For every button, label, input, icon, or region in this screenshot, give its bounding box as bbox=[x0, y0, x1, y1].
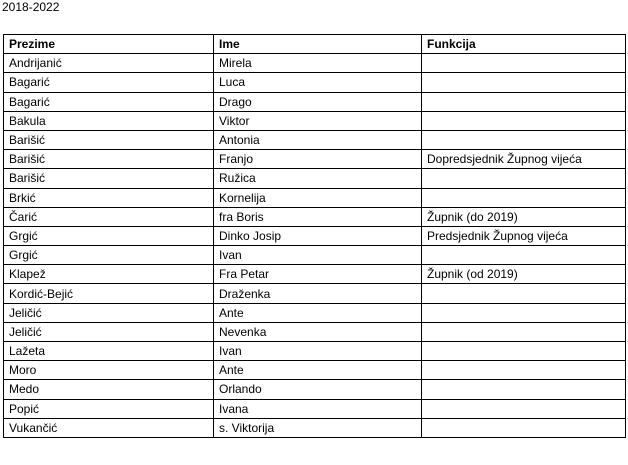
cell-function bbox=[422, 111, 626, 130]
cell-surname: Andrijanić bbox=[4, 54, 214, 73]
table-row bbox=[4, 150, 626, 169]
table-row bbox=[4, 399, 626, 418]
cell-name: Drago bbox=[214, 92, 422, 111]
cell-name: Mirela bbox=[214, 54, 422, 73]
cell-name: Viktor bbox=[214, 111, 422, 130]
cell-function bbox=[422, 54, 626, 73]
cell-function bbox=[422, 361, 626, 380]
table-row bbox=[4, 284, 626, 303]
cell-function: Župnik (do 2019) bbox=[422, 207, 626, 226]
cell-function bbox=[422, 322, 626, 341]
cell-surname: Kordić-Bejić bbox=[4, 284, 214, 303]
cell-name: fra Boris bbox=[214, 207, 422, 226]
cell-function: Dopredsjednik Župnog vijeća bbox=[422, 150, 626, 169]
table-row bbox=[4, 380, 626, 399]
cell-function bbox=[422, 92, 626, 111]
cell-name: Antonia bbox=[214, 130, 422, 149]
cell-name: Orlando bbox=[214, 380, 422, 399]
cell-function bbox=[422, 380, 626, 399]
table-row bbox=[4, 226, 626, 245]
cell-surname: Barišić bbox=[4, 169, 214, 188]
cell-name: Ante bbox=[214, 361, 422, 380]
header-name: Ime bbox=[214, 35, 422, 54]
header-function: Funkcija bbox=[422, 35, 626, 54]
cell-surname: Lažeta bbox=[4, 342, 214, 361]
cell-surname: Barišić bbox=[4, 130, 214, 149]
cell-name: Draženka bbox=[214, 284, 422, 303]
cell-name: Fra Petar bbox=[214, 265, 422, 284]
cell-surname: Grgić bbox=[4, 246, 214, 265]
header-surname: Prezime bbox=[4, 35, 214, 54]
cell-name: Kornelija bbox=[214, 188, 422, 207]
table-row bbox=[4, 265, 626, 284]
table-row bbox=[4, 418, 626, 437]
cell-function bbox=[422, 169, 626, 188]
cell-surname: Grgić bbox=[4, 226, 214, 245]
cell-surname: Brkić bbox=[4, 188, 214, 207]
cell-surname: Vukančić bbox=[4, 418, 214, 437]
table-header-row bbox=[4, 35, 626, 54]
cell-function bbox=[422, 284, 626, 303]
table-row bbox=[4, 303, 626, 322]
cell-function bbox=[422, 418, 626, 437]
cell-function bbox=[422, 303, 626, 322]
cell-function bbox=[422, 130, 626, 149]
cell-name: Dinko Josip bbox=[214, 226, 422, 245]
cell-surname: Jeličić bbox=[4, 303, 214, 322]
table-row bbox=[4, 361, 626, 380]
table-row bbox=[4, 111, 626, 130]
cell-surname: Bakula bbox=[4, 111, 214, 130]
cell-surname: Popić bbox=[4, 399, 214, 418]
cell-function bbox=[422, 342, 626, 361]
table-row bbox=[4, 92, 626, 111]
cell-surname: Medo bbox=[4, 380, 214, 399]
cell-surname: Bagarić bbox=[4, 92, 214, 111]
cell-function: Predsjednik Župnog vijeća bbox=[422, 226, 626, 245]
table-row bbox=[4, 188, 626, 207]
cell-surname: Jeličić bbox=[4, 322, 214, 341]
cell-surname: Klapež bbox=[4, 265, 214, 284]
period-label: 2018-2022 bbox=[2, 0, 60, 14]
cell-name: Ivana bbox=[214, 399, 422, 418]
cell-function bbox=[422, 399, 626, 418]
table-row bbox=[4, 322, 626, 341]
cell-function: Župnik (od 2019) bbox=[422, 265, 626, 284]
cell-name: Franjo bbox=[214, 150, 422, 169]
table-row bbox=[4, 342, 626, 361]
cell-function bbox=[422, 246, 626, 265]
cell-name: Ivan bbox=[214, 342, 422, 361]
cell-function bbox=[422, 188, 626, 207]
cell-name: Luca bbox=[214, 73, 422, 92]
table-row bbox=[4, 130, 626, 149]
table-row bbox=[4, 169, 626, 188]
table-row bbox=[4, 54, 626, 73]
cell-surname: Moro bbox=[4, 361, 214, 380]
table-row bbox=[4, 246, 626, 265]
cell-function bbox=[422, 73, 626, 92]
table-row bbox=[4, 73, 626, 92]
table-row bbox=[4, 207, 626, 226]
cell-name: Nevenka bbox=[214, 322, 422, 341]
cell-name: s. Viktorija bbox=[214, 418, 422, 437]
cell-name: Ivan bbox=[214, 246, 422, 265]
members-table bbox=[3, 34, 626, 438]
cell-name: Ružica bbox=[214, 169, 422, 188]
cell-surname: Barišić bbox=[4, 150, 214, 169]
cell-surname: Čarić bbox=[4, 207, 214, 226]
cell-surname: Bagarić bbox=[4, 73, 214, 92]
cell-name: Ante bbox=[214, 303, 422, 322]
